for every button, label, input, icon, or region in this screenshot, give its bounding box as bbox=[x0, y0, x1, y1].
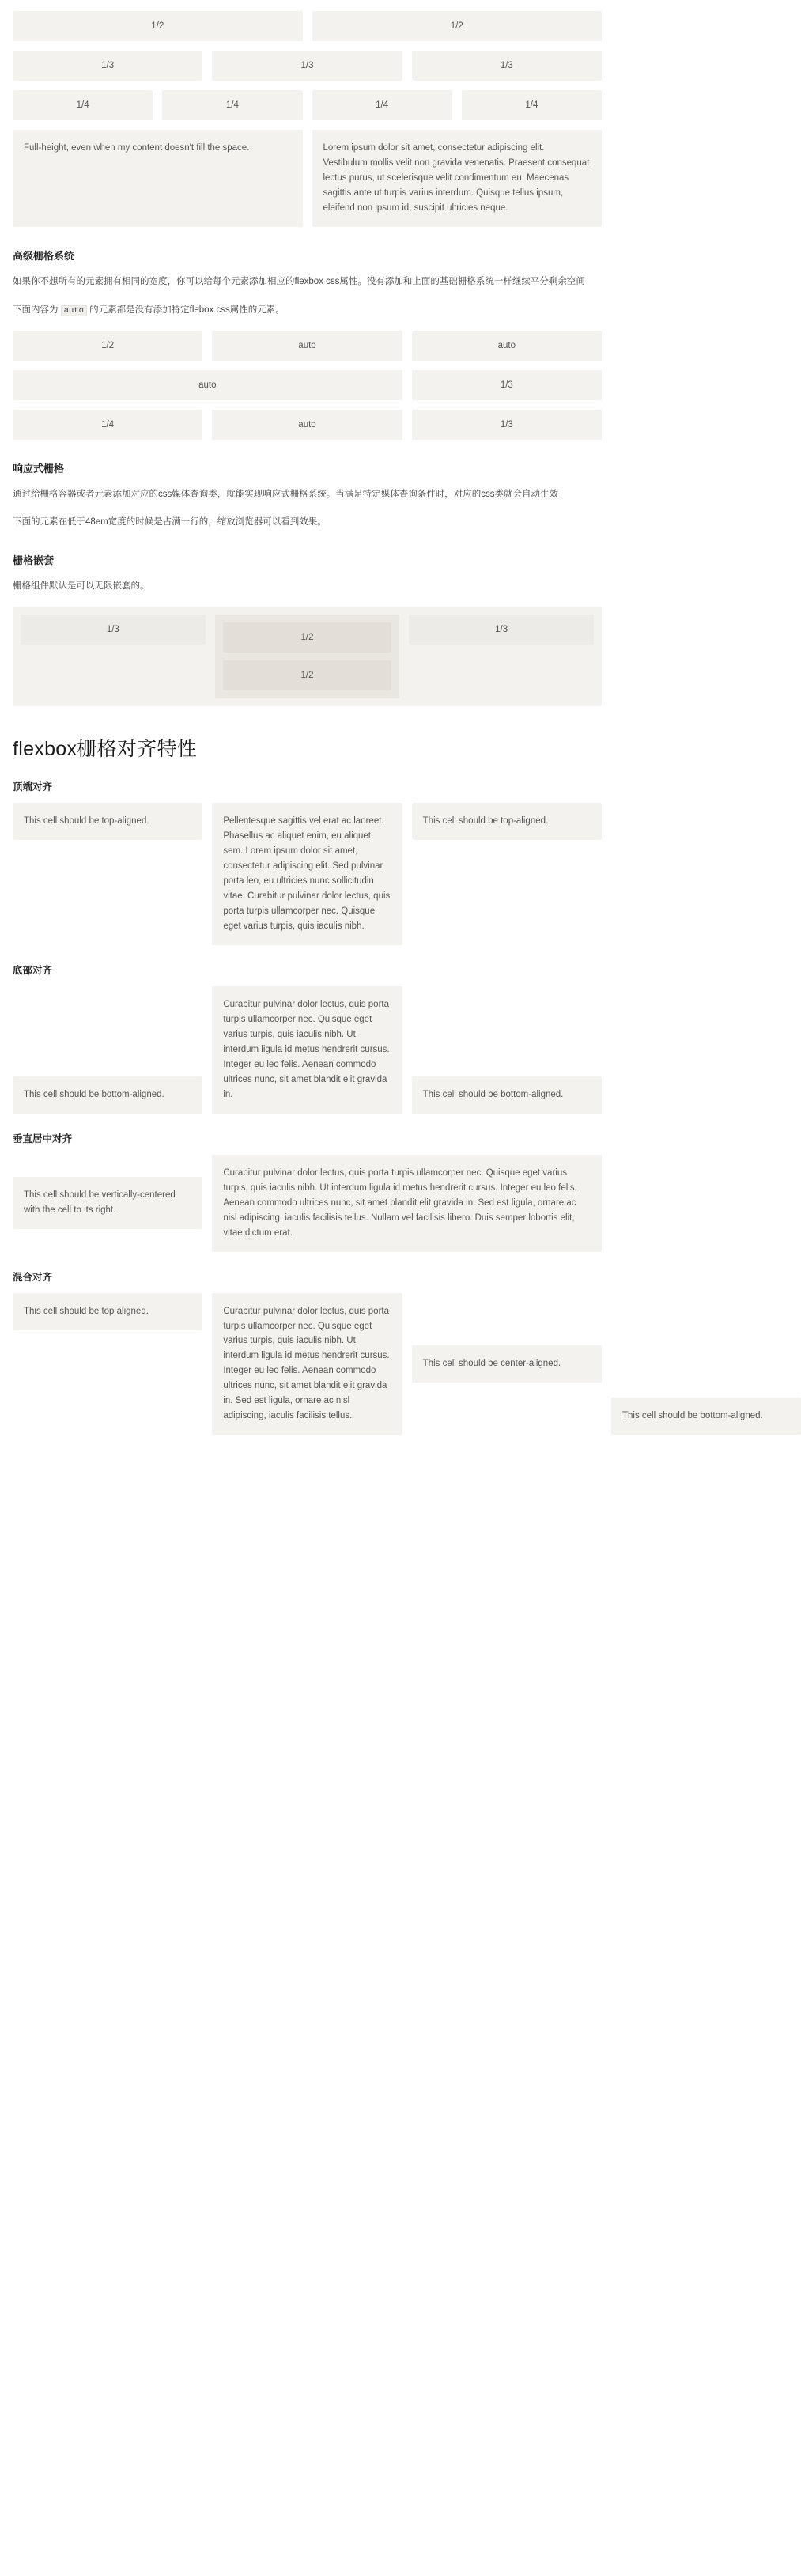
grid-row-quarters bbox=[13, 90, 602, 120]
advanced-paragraph-2 bbox=[13, 302, 602, 320]
grid-row-full-height bbox=[13, 130, 602, 227]
subsection-mixed-align: 混合对齐 bbox=[13, 1271, 53, 1283]
grid-cell: 1/3 bbox=[212, 51, 402, 81]
grid-cell: 1/3 bbox=[13, 51, 202, 81]
grid-cell: 1/4 bbox=[312, 90, 452, 120]
grid-cell: 1/3 bbox=[412, 370, 602, 400]
grid-cell: 1/4 bbox=[462, 90, 602, 120]
nesting-paragraph-1: 栅格组件默认是可以无限嵌套的。 bbox=[13, 581, 149, 592]
responsive-paragraph-1: 通过给栅格容器或者元素添加对应的css媒体查询类，就能实现响应式栅格系统。当满足特定媒体查询条件时，对应的css类就会自动生效 bbox=[13, 489, 558, 499]
align-row-mixed bbox=[13, 1293, 763, 1436]
grid-row-thirds bbox=[13, 51, 602, 81]
subsection-top-align: 顶端对齐 bbox=[13, 781, 53, 793]
align-row-middle bbox=[13, 1155, 602, 1252]
align-cell: This cell should be bottom-aligned. bbox=[611, 1398, 801, 1435]
align-cell: This cell should be vertically-centered with the cell to its right. bbox=[13, 1177, 202, 1229]
align-cell: This cell should be top-aligned. bbox=[412, 803, 602, 840]
grid-cell: 1/2 bbox=[223, 622, 392, 653]
align-cell: Pellentesque sagittis vel erat ac laoreet. Phasellus ac aliquet enim, eu aliquet sem. Lorem ipsum dolor sit amet, consectetur adipiscing elit. Sed pulvinar porta leo, eu ultricies nunc sollicitudin vitae. Curabitur pulvinar dolor lectus, quis porta turpis ullamcorper nec. Quisque eget varius turpis, quis iaculis nibh. bbox=[212, 803, 402, 945]
align-cell: This cell should be center-aligned. bbox=[412, 1345, 602, 1383]
grid-cell: 1/4 bbox=[162, 90, 302, 120]
align-cell: Curabitur pulvinar dolor lectus, quis porta turpis ullamcorper nec. Quisque eget varius turpis, quis iaculis nibh. Ut interdum ligula id metus hendrerit cursus. Integer eu leo felis. Aenean commodo ultrices nunc, sit amet blandit elit gravida in. Sed est ligula, ornare ac nisl adipiscing, iaculis facilisis tellus. bbox=[212, 1293, 402, 1436]
inline-code-auto: auto bbox=[61, 305, 87, 316]
grid-cell: 1/3 bbox=[412, 51, 602, 81]
grid-cell: 1/2 bbox=[312, 11, 603, 41]
grid-row-halves bbox=[13, 11, 602, 41]
section-heading-responsive: 响应式栅格 bbox=[13, 462, 65, 475]
advanced-row-2 bbox=[13, 370, 602, 400]
align-cell: This cell should be top-aligned. bbox=[13, 803, 202, 840]
align-row-bottom bbox=[13, 986, 602, 1114]
align-cell: This cell should be top aligned. bbox=[13, 1293, 202, 1330]
subsection-bottom-align: 底部对齐 bbox=[13, 964, 53, 976]
align-row-top bbox=[13, 803, 602, 945]
full-height-cell: Full-height, even when my content doesn't fill the space. bbox=[13, 130, 303, 227]
grid-cell: 1/2 bbox=[223, 660, 392, 690]
align-cell: This cell should be bottom-aligned. bbox=[412, 1076, 602, 1114]
advanced-paragraph-1: 如果你不想所有的元素拥有相同的宽度，你可以给每个元素添加相应的flexbox css属性。没有添加和上面的基础栅格系统一样继续平分剩余空间 bbox=[13, 276, 585, 286]
advanced-row-1 bbox=[13, 331, 602, 361]
page-title-flexbox-align: flexbox栅格对齐特性 bbox=[13, 738, 198, 761]
subsection-middle-align: 垂直居中对齐 bbox=[13, 1133, 73, 1144]
responsive-paragraph-2: 下面的元素在低于48em宽度的时候是占满一行的，缩放浏览器可以看到效果。 bbox=[13, 517, 327, 528]
grid-cell: auto bbox=[13, 370, 402, 400]
align-cell: This cell should be bottom-aligned. bbox=[13, 1076, 202, 1114]
grid-cell: 1/2 bbox=[13, 11, 303, 41]
grid-cell: auto bbox=[212, 331, 402, 361]
section-heading-advanced: 高级栅格系统 bbox=[13, 249, 75, 262]
advanced-para2-after: 的元素都是没有添加特定flebox css属性的元素。 bbox=[89, 305, 285, 315]
align-cell: Curabitur pulvinar dolor lectus, quis porta turpis ullamcorper nec. Quisque eget varius turpis, quis iaculis nibh. Ut interdum ligula id metus hendrerit cursus. Integer eu leo felis. Aenean commodo ultrices nunc, sit amet blandit elit gravida in. Sed est ligula, ornare ac nisl adipiscing, iaculis facilisis tellus. Nullam vel facilisis libero. Duis semper lobortis elit, vitae dictum erat. bbox=[212, 1155, 602, 1252]
nested-grid-outer bbox=[13, 607, 602, 706]
section-heading-nesting: 栅格嵌套 bbox=[13, 554, 55, 567]
grid-cell: auto bbox=[412, 331, 602, 361]
grid-cell: 1/4 bbox=[13, 90, 153, 120]
grid-cell: 1/3 bbox=[21, 615, 206, 645]
grid-cell: 1/3 bbox=[412, 410, 602, 440]
lorem-cell: Lorem ipsum dolor sit amet, consectetur adipiscing elit. Vestibulum mollis velit non gravida venenatis. Praesent consequat lectus purus, ut scelerisque velit condimentum eu. Maecenas sagittis ante ut turpis varius interdum. Quisque tellus ipsum, eleifend non ipsum id, suscipit ultricies neque. bbox=[312, 130, 603, 227]
nested-grid-inner bbox=[215, 615, 400, 698]
advanced-para2-before: 下面内容为 bbox=[13, 305, 59, 315]
grid-cell: 1/3 bbox=[409, 615, 594, 645]
grid-cell: 1/4 bbox=[13, 410, 202, 440]
advanced-row-3 bbox=[13, 410, 602, 440]
align-cell: Curabitur pulvinar dolor lectus, quis porta turpis ullamcorper nec. Quisque eget varius turpis, quis iaculis nibh. Ut interdum ligula id metus hendrerit cursus. Integer eu leo felis. Aenean commodo ultrices nunc, sit amet blandit elit gravida in. bbox=[212, 986, 402, 1114]
grid-cell: auto bbox=[212, 410, 402, 440]
grid-cell: 1/2 bbox=[13, 331, 202, 361]
